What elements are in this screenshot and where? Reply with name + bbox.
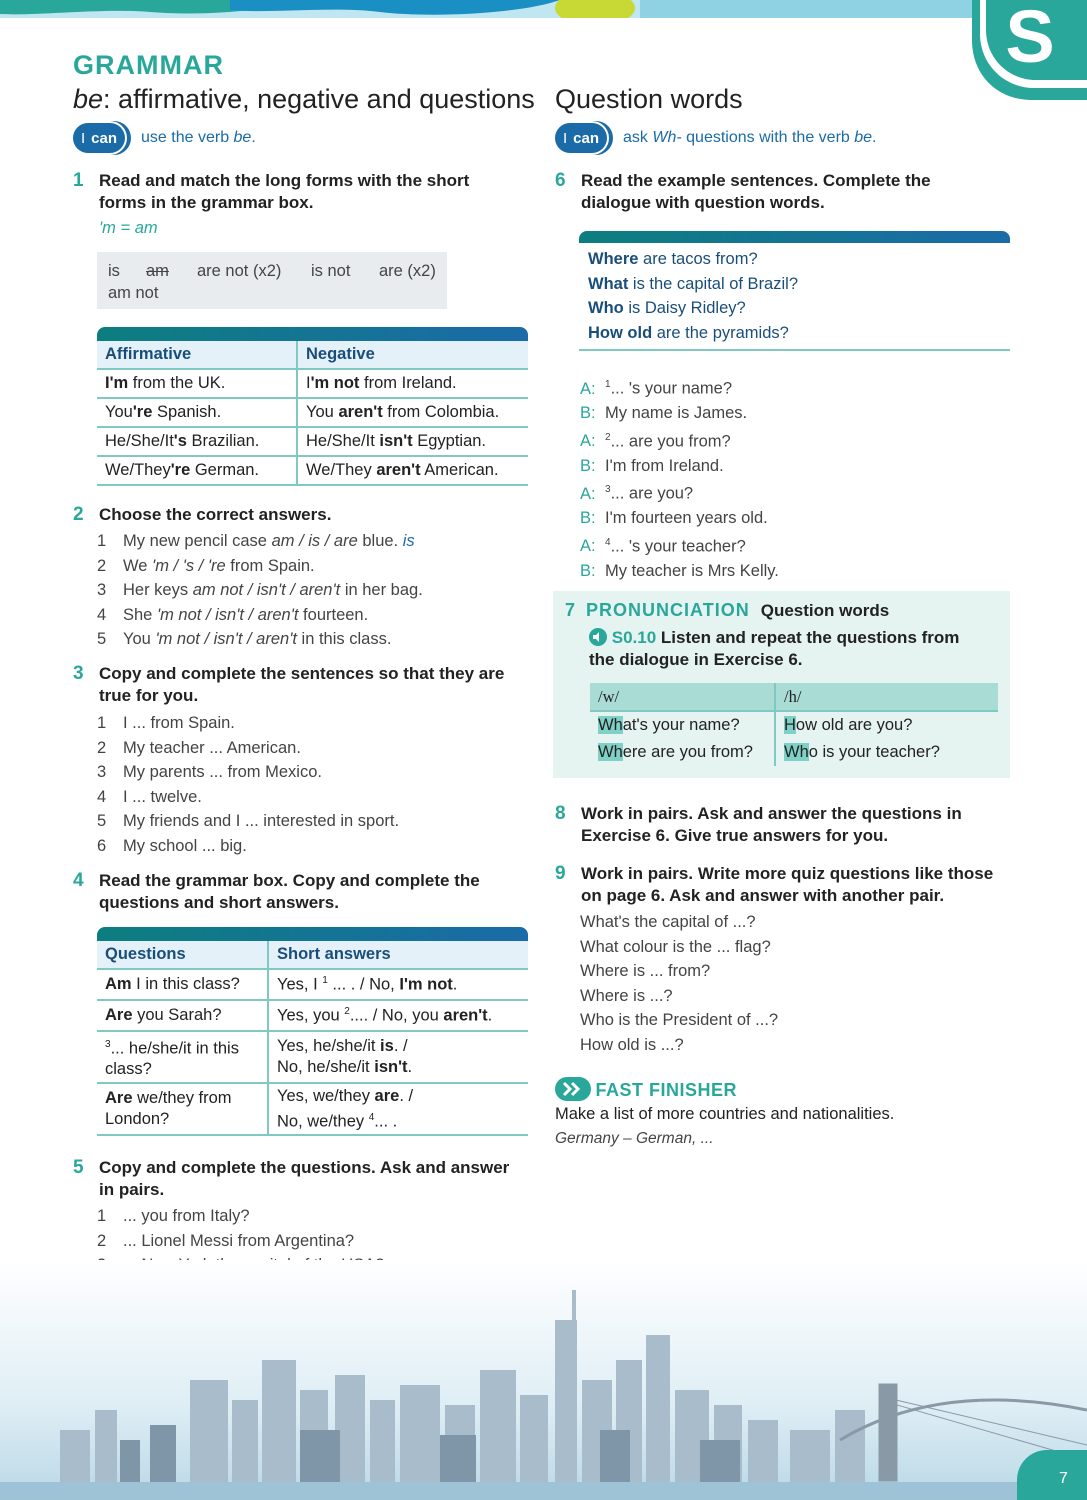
table-row: What's your name? How old are you?: [590, 711, 998, 739]
fast-finisher-example: Germany – German, ...: [555, 1130, 714, 1147]
dialogue: [580, 373, 1010, 583]
word-box: [97, 252, 447, 309]
exercise-2-heading: 2 Choose the correct answers.: [73, 504, 332, 525]
list-item: Who is the President of ...?: [580, 1011, 779, 1029]
list-item: How old is ...?: [580, 1035, 684, 1054]
audio-icon[interactable]: [589, 628, 607, 646]
list-item: 2 My teacher ... American.: [97, 738, 301, 757]
table-row: $^3$... he/she/it in this class? Yes, he/she/it is. / No, he/she/it isn't.: [97, 1031, 528, 1083]
list-item: 4 I ... twelve.: [97, 787, 202, 806]
col-header: /h/: [775, 683, 998, 711]
exercise-5-heading: 5 Copy and complete the questions. Ask and answer in pairs.: [73, 1157, 510, 1199]
table-row: He/She/It's Brazilian. He/She/It isn't Egyptian.: [97, 427, 528, 456]
list-item: 1 ... you from Italy?: [97, 1207, 250, 1225]
answer: is: [402, 532, 415, 550]
list-item: 1 My new pencil case am / is / are blue. is: [97, 532, 415, 550]
dialogue-line: B: My name is James.: [580, 404, 748, 422]
col-header: Affirmative: [97, 341, 297, 369]
fast-finisher-heading: FAST FINISHER: [555, 1077, 737, 1101]
fast-forward-icon: [555, 1077, 591, 1101]
list-item: 3 Her keys am not / isn't / aren't in her bag.: [97, 581, 423, 599]
dialogue-line: A: $^2$... are you from?: [580, 431, 731, 450]
grammar-box-bar: [97, 327, 528, 341]
grammar-table-be: [97, 341, 528, 486]
exercise-1-heading: 1 Read and match the long forms with the short forms in the grammar box.: [73, 170, 470, 212]
dialogue-line: A: $^1$... 's your name?: [580, 379, 733, 398]
exercise-8-heading: 8 Work in pairs. Ask and answer the questions in Exercise 6. Give true answers for you.: [555, 803, 962, 845]
pronunciation-box: [553, 591, 1010, 778]
example-sentence: Where are tacos from?: [588, 250, 758, 268]
top-decorative-band: [0, 0, 1087, 18]
ican-text: use the verb be.: [141, 129, 256, 146]
table-row: Am I in this class? Yes, I $^1$ ... . / No, I'm not.: [97, 969, 528, 1000]
list-item: Where is ...?: [580, 986, 673, 1005]
pronunciation-table: [590, 683, 998, 766]
exercise-6-heading: 6 Read the example sentences. Complete the dialogue with question words.: [555, 170, 931, 212]
grammar-box-bar: [579, 231, 1010, 243]
exercise-7-instruction: S0.10 Listen and repeat the questions from the dialogue in Exercise 6.: [589, 628, 960, 669]
grammar-box-bar: [97, 927, 528, 941]
exercise-7-heading: 7 PRONUNCIATION Question words: [565, 600, 890, 620]
exercise-4-heading: 4 Read the grammar box. Copy and complete the questions and short answers.: [73, 870, 480, 912]
page-number: 7: [1059, 1470, 1068, 1487]
word: am not: [108, 284, 159, 302]
question-words-box: [579, 243, 1010, 351]
table-row: Where are you from? Who is your teacher?: [590, 739, 998, 766]
word: are (x2): [379, 262, 436, 280]
col-header: Short answers: [268, 941, 528, 969]
ican-objective: [555, 123, 877, 153]
list-item: 4 She 'm not / isn't / aren't fourteen.: [97, 605, 369, 624]
city-skyline-image: [0, 1260, 1087, 1500]
grammar-table-questions: [97, 941, 528, 1136]
list-item: 5 My friends and I ... interested in sport.: [97, 812, 400, 830]
word-crossed: am: [146, 262, 169, 280]
section-badge-letter: S: [1005, 0, 1055, 78]
dialogue-line: B: I'm from Ireland.: [580, 456, 724, 475]
list-item: 5 You 'm not / isn't / aren't in this class.: [97, 630, 392, 648]
col-header: /w/: [590, 683, 775, 711]
dialogue-line: B: My teacher is Mrs Kelly.: [580, 561, 779, 580]
ican-text: ask Wh- questions with the verb be.: [623, 129, 877, 146]
exercise-1-example: 'm = am: [99, 219, 158, 237]
ican-badge: I can: [73, 123, 125, 153]
list-item: What's the capital of ...?: [580, 913, 756, 931]
table-row: I'm from the UK. I'm not from Ireland.: [97, 369, 528, 398]
section-label: GRAMMAR: [73, 50, 224, 80]
list-item: What colour is the ... flag?: [580, 937, 771, 956]
ican-badge: I can: [555, 123, 607, 153]
exercise-9-heading: 9 Work in pairs. Write more quiz questions like those on page 6. Ask and answer with another pair.: [555, 863, 994, 905]
example-sentence: Who is Daisy Ridley?: [588, 299, 746, 317]
list-item: 3 My parents ... from Mexico.: [97, 763, 322, 781]
list-item: 6 My school ... big.: [97, 836, 247, 855]
page-number-tab: [1017, 1450, 1087, 1500]
dialogue-line: A: $^3$... are you?: [580, 484, 694, 503]
table-row: Are you Sarah? Yes, you $^2$.... / No, you aren't.: [97, 1000, 528, 1031]
word: is not: [311, 262, 351, 280]
list-item: Where is ... from?: [580, 962, 711, 980]
dialogue-line: B: I'm fourteen years old.: [580, 509, 768, 527]
list-item: 1 I ... from Spain.: [97, 714, 235, 732]
exercise-2-list: [97, 529, 537, 652]
dialogue-line: A: $^4$... 's your teacher?: [580, 536, 746, 555]
example-sentence: What is the capital of Brazil?: [588, 274, 798, 293]
table-row: Are we/they from London? Yes, we/they are. / No, we/they $^4$... .: [97, 1083, 528, 1135]
word: are not (x2): [197, 262, 282, 280]
table-row: We/They're German. We/They aren't American.: [97, 456, 528, 485]
list-item: 2 We 'm / 's / 're from Spain.: [97, 556, 315, 575]
audio-track: S0.10: [611, 628, 657, 647]
right-section-title: Question words: [555, 84, 743, 114]
col-header: Negative: [297, 341, 528, 369]
exercise-3-list: [97, 711, 537, 858]
section-subtitle: be: affirmative, negative and questions: [73, 84, 535, 114]
table-row: You're Spanish. You aren't from Colombia.: [97, 398, 528, 427]
exercise-9-list: [580, 910, 1010, 1057]
exercise-3-heading: 3 Copy and complete the sentences so that they are true for you.: [73, 663, 505, 705]
ican-objective: [73, 123, 256, 153]
example-sentence: How old are the pyramids?: [588, 323, 789, 342]
col-header: Questions: [97, 941, 268, 969]
list-item: 2 ... Lionel Messi from Argentina?: [97, 1231, 355, 1250]
fast-finisher-text: Make a list of more countries and nationalities.: [555, 1105, 895, 1123]
word: is: [108, 262, 120, 280]
